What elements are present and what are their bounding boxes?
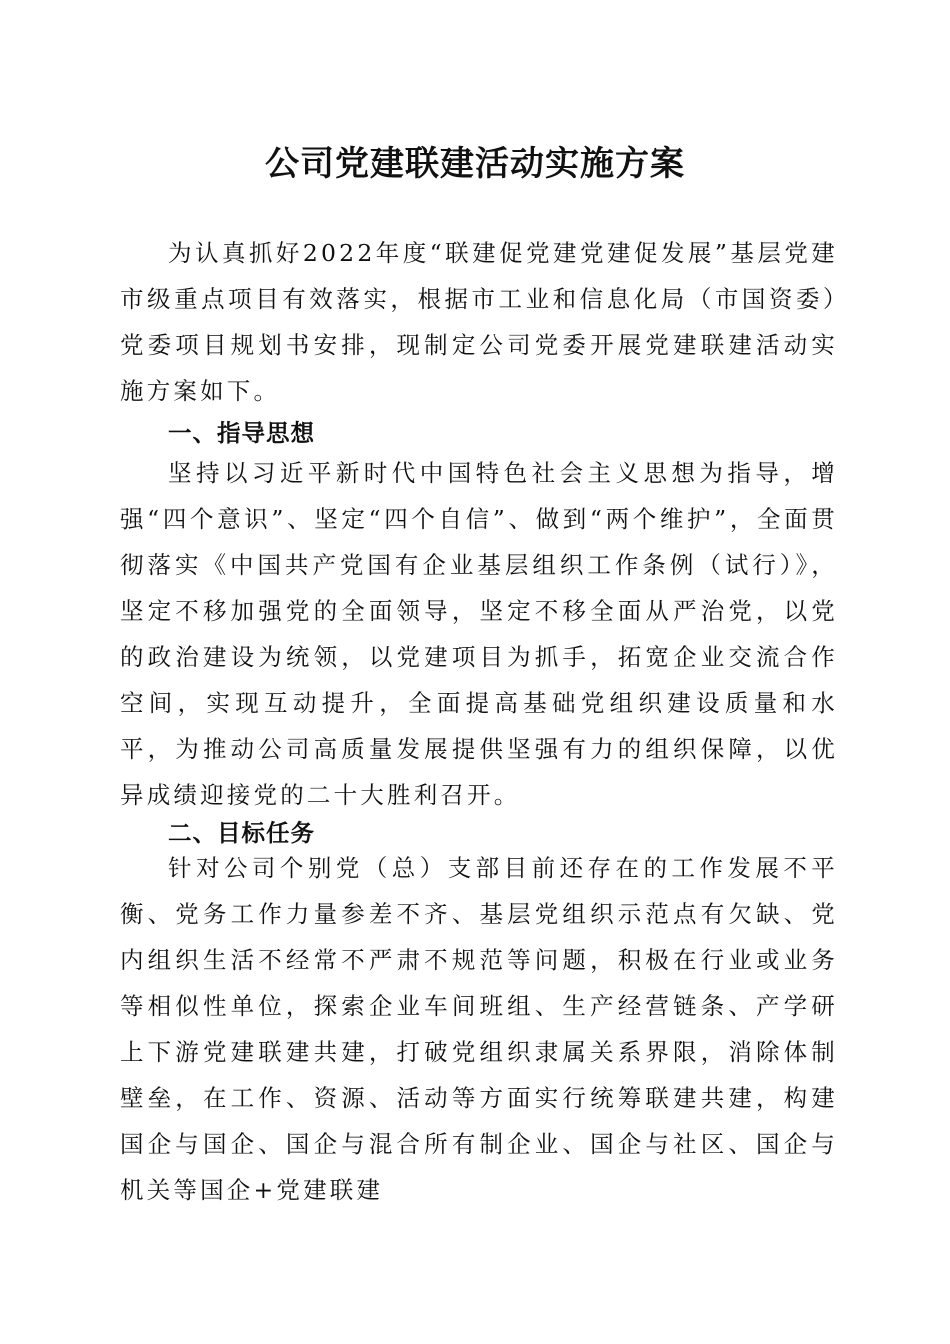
section-paragraph-guiding-ideology: 坚持以习近平新时代中国特色社会主义思想为指导，增强“四个意识”、坚定“四个自信”、做到“两个维护”，全面贯彻落实《中国共产党国有企业基层组织工作条例（试行）》，坚定不移加强党的全面领导，坚定不移全面从严治党，以党的政治建设为统领，以党建项目为抓手，拓宽企业交流合作空间，实现互动提升，全面提高基础党组织建设质量和水平，为推动公司高质量发展提供坚强有力的组织保障，以优异成绩迎接党的二十大胜利召开。 [120, 459, 838, 809]
section-heading-goals-tasks: 二、目标任务 [168, 819, 315, 847]
intro-paragraph: 为认真抓好2022年度“联建促党建党建促发展”基层党建市级重点项目有效落实，根据市工业和信息化局（市国资委）党委项目规划书安排，现制定公司党委开展党建联建活动实施方案如下。 [120, 239, 838, 405]
section-paragraph-goals-tasks: 针对公司个别党（总）支部目前还存在的工作发展不平衡、党务工作力量参差不齐、基层党组织示范点有欠缺、党内组织生活不经常不严肃不规范等问题，积极在行业或业务等相似性单位，探索企业车间班组、生产经营链条、产学研上下游党建联建共建，打破党组织隶属关系界限，消除体制壁垒，在工作、资源、活动等方面实行统筹联建共建，构建国企与国企、国企与混合所有制企业、国企与社区、国企与机关等国企+党建联建 [120, 854, 838, 1204]
document-title: 公司党建联建活动实施方案 [265, 144, 685, 184]
section-heading-guiding-ideology: 一、指导思想 [168, 419, 315, 447]
